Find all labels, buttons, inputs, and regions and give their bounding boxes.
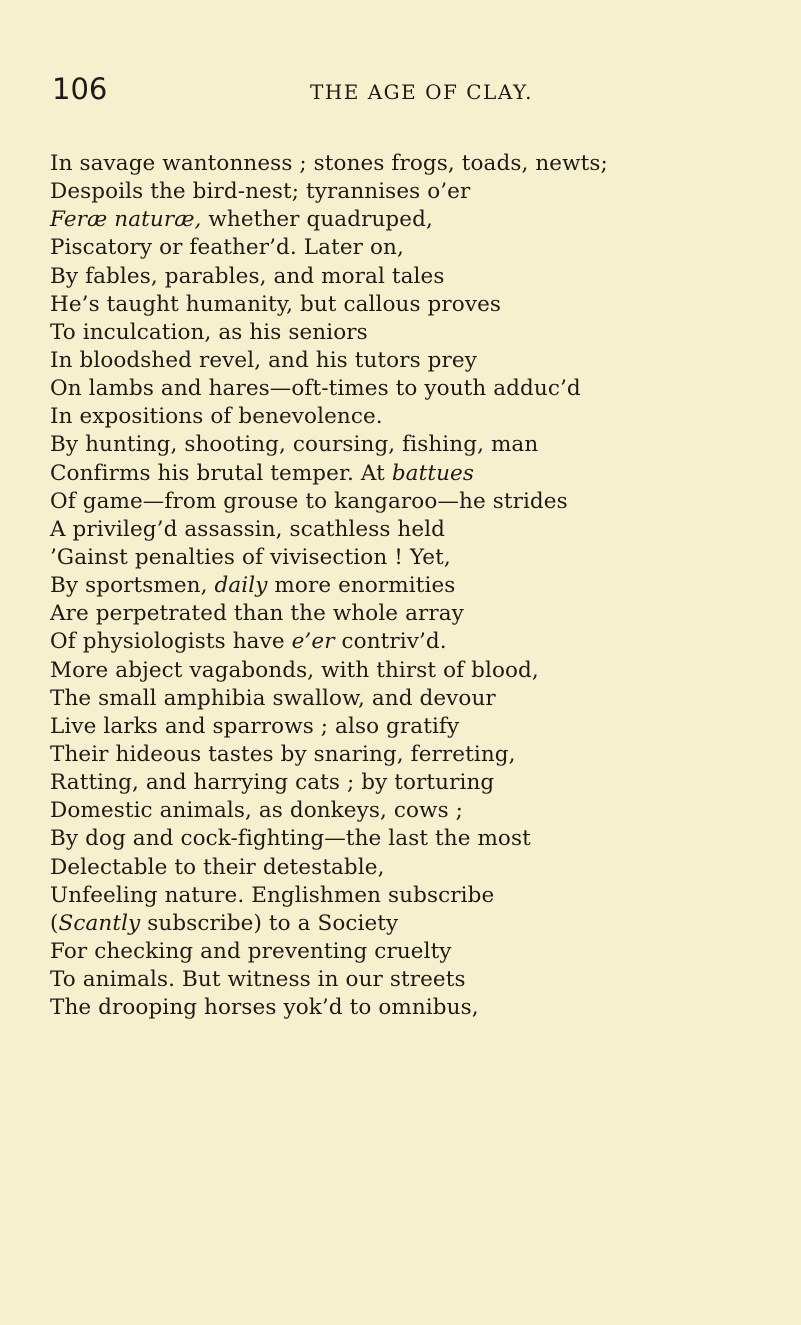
poem-line — [50, 347, 790, 375]
poem-line — [50, 178, 790, 206]
line-text: By hunting, shooting, coursing, fishing, man — [50, 432, 539, 458]
line-text: ( — [50, 910, 59, 936]
line-text: Unfeeling nature. Englishmen subscribe — [50, 882, 495, 908]
line-text: The drooping horses yok’d to omnibus, — [50, 995, 479, 1021]
poem-line — [50, 544, 790, 572]
poem-line — [50, 657, 790, 685]
poem-line — [50, 910, 790, 938]
line-text: Their hideous tastes by snaring, ferreting, — [50, 741, 516, 767]
line-text: Live larks and sparrows ; also gratify — [50, 713, 460, 739]
line-text: More abject vagabonds, with thirst of blood, — [50, 657, 539, 683]
line-text: In bloodshed revel, and his tutors prey — [50, 347, 477, 373]
italic-text: battues — [391, 460, 474, 486]
italic-text: Scantly — [58, 910, 141, 936]
poem-line — [50, 938, 790, 966]
line-text: A privileg’d assassin, scathless held — [50, 516, 446, 542]
line-text: ’Gainst penalties of vivisection ! Yet, — [50, 544, 451, 570]
line-text: Despoils the bird-nest; tyrannises o’er — [50, 179, 471, 205]
line-text: subscribe) to a Society — [140, 910, 399, 936]
poem-line — [50, 769, 790, 797]
poem-line — [50, 206, 790, 234]
line-text: Of physiologists have — [50, 629, 292, 655]
line-text: Of game—from grouse to kangaroo—he strides — [50, 488, 568, 514]
line-text: For checking and preventing cruelty — [50, 938, 452, 964]
poem-line — [50, 291, 790, 319]
poem-line — [50, 600, 790, 628]
line-text: He’s taught humanity, but callous proves — [50, 291, 502, 317]
poem-line — [50, 375, 790, 403]
poem-line — [50, 263, 790, 291]
line-text: more enormities — [267, 573, 456, 599]
page-number: 106 — [52, 72, 108, 106]
line-text: The small amphibia swallow, and devour — [50, 685, 496, 711]
poem-line — [50, 741, 790, 769]
poem-line — [50, 797, 790, 825]
poem-line — [50, 854, 790, 882]
poem-line — [50, 994, 790, 1022]
running-title: THE AGE OF CLAY. — [310, 80, 533, 104]
line-text: Confirms his brutal temper. At — [50, 460, 392, 486]
line-text: contriv’d. — [334, 629, 447, 655]
line-text: By fables, parables, and moral tales — [50, 263, 445, 289]
running-head — [0, 74, 801, 104]
line-text: By sportsmen, — [50, 573, 215, 599]
line-text: To animals. But witness in our streets — [50, 967, 466, 993]
poem-line — [50, 572, 790, 600]
line-text: Domestic animals, as donkeys, cows ; — [50, 798, 463, 824]
italic-text: Feræ naturæ, — [50, 207, 202, 233]
poem-text — [50, 150, 790, 1022]
poem-line — [50, 319, 790, 347]
line-text: whether quadruped, — [201, 207, 433, 233]
poem-line — [50, 966, 790, 994]
line-text: Delectable to their detestable, — [50, 854, 385, 880]
poem-line — [50, 628, 790, 656]
line-text: To inculcation, as his seniors — [50, 319, 368, 345]
line-text: Piscatory or feather’d. Later on, — [50, 235, 404, 261]
poem-line — [50, 882, 790, 910]
line-text: Are perpetrated than the whole array — [50, 601, 464, 627]
line-text: On lambs and hares—oft-times to youth adduc’d — [50, 376, 581, 402]
poem-line — [50, 403, 790, 431]
poem-line — [50, 516, 790, 544]
poem-line — [50, 713, 790, 741]
line-text: Ratting, and harrying cats ; by torturing — [50, 770, 495, 796]
italic-text: daily — [214, 573, 268, 599]
poem-line — [50, 488, 790, 516]
line-text: By dog and cock-fighting—the last the most — [50, 826, 531, 852]
poem-line — [50, 460, 790, 488]
line-text: In savage wantonness ; stones frogs, toads, newts; — [50, 151, 608, 176]
poem-line — [50, 431, 790, 459]
poem-line — [50, 150, 790, 178]
poem-line — [50, 234, 790, 262]
poem-line — [50, 825, 790, 853]
line-text: In expositions of benevolence. — [50, 404, 383, 430]
poem-line — [50, 685, 790, 713]
italic-text: e’er — [291, 629, 335, 655]
